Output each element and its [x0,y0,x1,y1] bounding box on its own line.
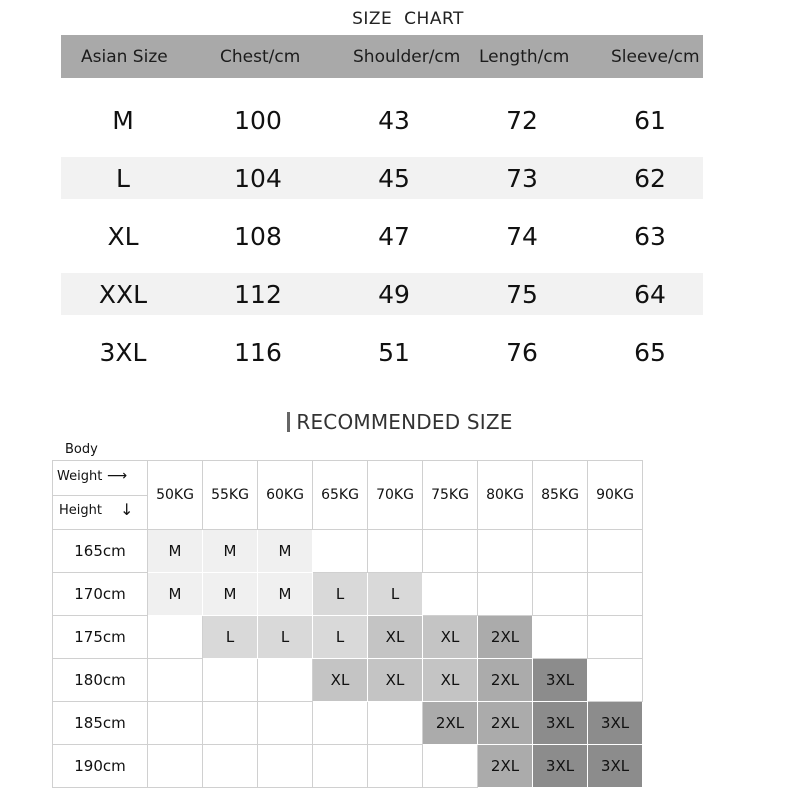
height-header-cell: 180cm [53,659,148,702]
recommended-size-cell: M [203,573,258,616]
recommended-size-title-text: RECOMMENDED SIZE [296,410,513,434]
size-chart-header [61,35,703,78]
recommended-size-cell: XL [423,659,478,702]
recommended-size-title [0,410,800,434]
size-chart-header-cell: Chest/cm [220,46,301,67]
recommended-size-cell [313,745,368,788]
recommended-size-cell: XL [423,616,478,659]
recommended-size-cell: L [258,616,313,659]
size-chart-header-cell: Shoulder/cm [353,46,461,67]
size-chart-header-cell: Sleeve/cm [611,46,700,67]
title-bar-decoration [287,412,290,432]
recommended-size-cell: L [368,573,423,616]
recommended-size-cell [148,616,203,659]
size-measurement: 64 [634,279,666,309]
recommended-size-cell [478,573,533,616]
size-measurement: 43 [378,105,410,135]
body-label: Body [65,442,98,457]
arrow-down-icon: ↓ [120,500,134,519]
height-header-cell: 165cm [53,530,148,573]
recommended-size-cell: L [203,616,258,659]
size-measurement: 74 [506,221,538,251]
recommended-size-cell [423,530,478,573]
size-measurement: 49 [378,279,410,309]
size-measurement: 62 [634,163,666,193]
recommended-size-cell: 3XL [588,745,643,788]
recommended-size-cell [258,659,313,702]
weight-header-cell: 90KG [588,461,643,530]
height-header-cell: 185cm [53,702,148,745]
size-label: XL [107,221,139,251]
size-measurement: 45 [378,163,410,193]
size-measurement: 63 [634,221,666,251]
recommended-size-cell [148,659,203,702]
recommended-size-cell: 2XL [478,745,533,788]
size-measurement: 76 [506,337,538,367]
recommended-size-cell [588,530,643,573]
recommended-size-cell [258,745,313,788]
weight-header-cell: 50KG [148,461,203,530]
recommended-size-cell: 2XL [478,659,533,702]
height-label: Height [59,503,102,518]
size-chart-title: SIZE CHART [352,9,464,29]
size-label: XXL [98,279,148,309]
weight-header-cell: 55KG [203,461,258,530]
size-measurement: 100 [234,105,282,135]
size-chart-row [61,157,703,199]
recommended-size-cell: XL [368,659,423,702]
weight-header-cell: 65KG [313,461,368,530]
recommended-size-cell [148,745,203,788]
weight-header-cell: 85KG [533,461,588,530]
size-label: L [116,163,130,193]
recommended-size-cell [533,530,588,573]
recommended-size-cell [203,659,258,702]
recommended-size-cell [368,530,423,573]
recommended-size-cell [313,530,368,573]
size-measurement: 73 [506,163,538,193]
recommended-size-cell [533,616,588,659]
size-measurement: 61 [634,105,666,135]
recommended-size-cell [588,573,643,616]
size-label: M [112,105,134,135]
weight-header-cell: 80KG [478,461,533,530]
size-measurement: 65 [634,337,666,367]
size-measurement: 108 [234,221,282,251]
recommended-size-cell: XL [313,659,368,702]
recommended-size-cell [423,573,478,616]
recommended-size-cell [588,659,643,702]
recommended-size-cell: L [313,616,368,659]
weight-header-cell: 60KG [258,461,313,530]
size-measurement: 116 [234,337,282,367]
size-measurement: 75 [506,279,538,309]
arrow-right-icon: ⟶ [107,468,128,484]
recommended-size-cell [533,573,588,616]
corner-divider [53,495,147,496]
recommended-size-cell: M [148,573,203,616]
recommended-size-cell: 2XL [423,702,478,745]
size-measurement: 72 [506,105,538,135]
recommended-size-cell [258,702,313,745]
size-measurement: 112 [234,279,282,309]
height-header-cell: 175cm [53,616,148,659]
recommended-size-cell [478,530,533,573]
recommended-size-cell [203,702,258,745]
size-measurement: 51 [378,337,410,367]
recommended-size-cell: 3XL [533,659,588,702]
weight-header-cell: 75KG [423,461,478,530]
weight-label: Weight [57,469,103,484]
recommended-size-cell [313,702,368,745]
size-chart-header-cell: Asian Size [81,46,168,67]
size-label: 3XL [99,337,147,367]
recommended-size-cell [368,702,423,745]
recommended-size-cell [148,702,203,745]
size-chart-row [61,273,703,315]
recommended-size-cell: 3XL [533,702,588,745]
grid-corner-cell [53,461,148,530]
recommended-size-cell: M [258,573,313,616]
recommended-size-grid [52,460,643,788]
recommended-size-cell [368,745,423,788]
size-chart-row [61,99,703,141]
height-header-cell: 170cm [53,573,148,616]
size-chart-row [61,331,703,373]
size-measurement: 47 [378,221,410,251]
recommended-size-cell: M [258,530,313,573]
recommended-size-cell [423,745,478,788]
height-header-cell: 190cm [53,745,148,788]
recommended-size-cell: 3XL [588,702,643,745]
recommended-size-cell [588,616,643,659]
recommended-size-cell: L [313,573,368,616]
size-chart-header-cell: Length/cm [479,46,570,67]
recommended-size-cell: 2XL [478,616,533,659]
size-chart-table [61,35,703,373]
recommended-size-cell [203,745,258,788]
recommended-size-cell: 2XL [478,702,533,745]
size-chart-row [61,215,703,257]
weight-header-cell: 70KG [368,461,423,530]
recommended-size-cell: M [148,530,203,573]
recommended-size-cell: M [203,530,258,573]
recommended-size-cell: 3XL [533,745,588,788]
size-measurement: 104 [234,163,282,193]
recommended-size-cell: XL [368,616,423,659]
